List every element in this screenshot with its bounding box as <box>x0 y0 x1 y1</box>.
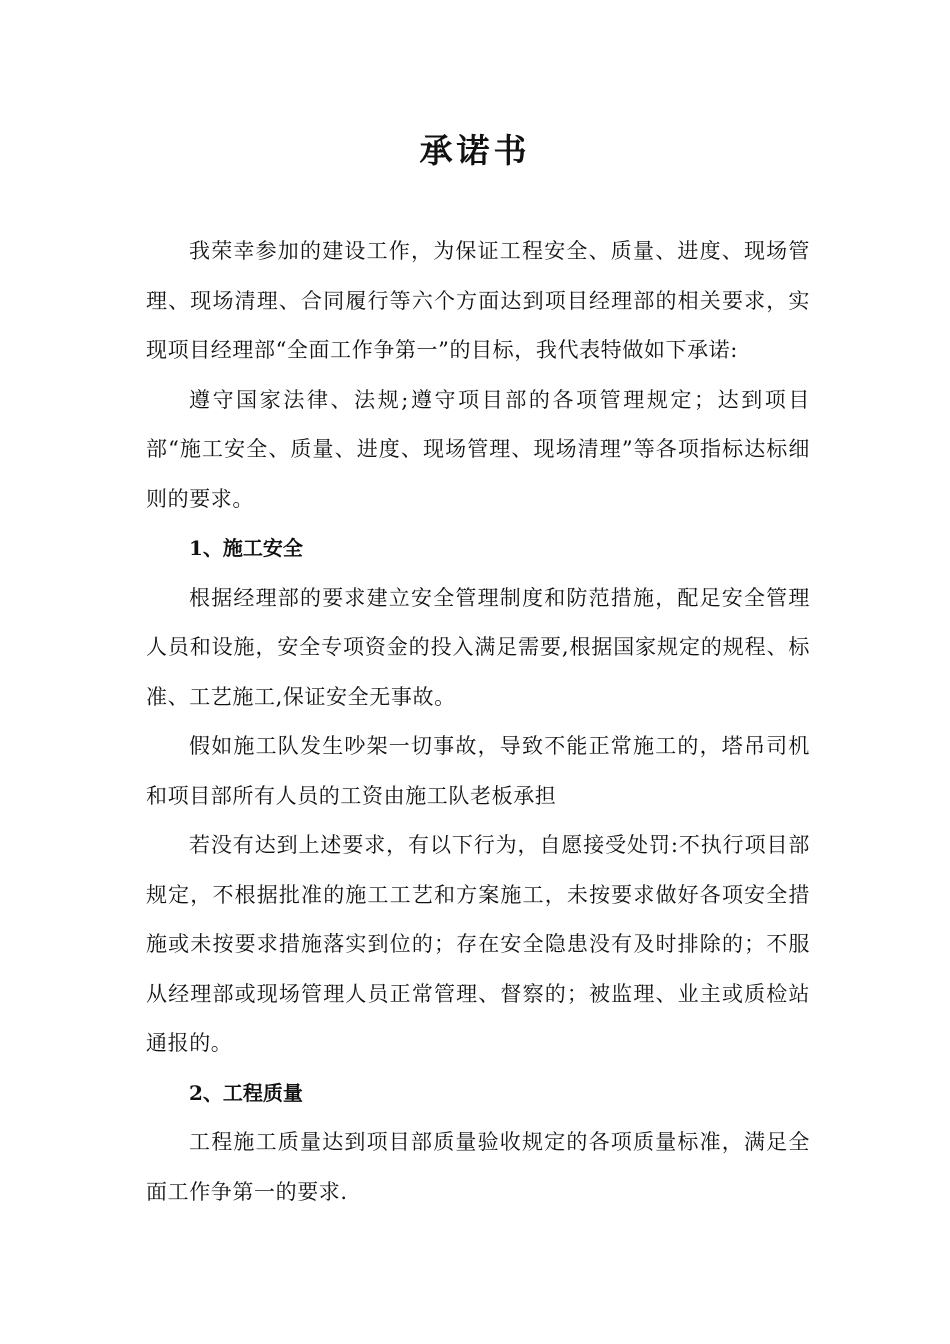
section-heading: 1、施工安全 <box>189 536 303 560</box>
section-heading: 2、工程质量 <box>189 1080 303 1105</box>
section-safety <box>146 524 810 1069</box>
section-paragraph: 根据经理部的要求建立安全管理制度和防范措施，配足安全管理人员和设施，安全专项资金的投入满足需要,根据国家规定的规程、标准、工艺施工,保证安全无事故。 <box>146 585 810 709</box>
intro-paragraph: 我荣幸参加的建设工作，为保证工程安全、质量、进度、现场管理、现场清理、合同履行等六个方面达到项目经理部的相关要求，实现项目经理部“全面工作争第一”的目标，我代表特做如下承诺: <box>146 239 810 362</box>
section-quality <box>146 1069 810 1218</box>
section-paragraph: 工程施工质量达到项目部质量验收规定的各项质量标准，满足全面工作争第一的要求. <box>146 1130 810 1204</box>
section-paragraph: 假如施工队发生吵架一切事故，导致不能正常施工的，塔吊司机和项目部所有人员的工资由施工队老板承担 <box>146 734 810 808</box>
document-body <box>146 227 810 1217</box>
document-title: 承诺书 <box>419 131 531 170</box>
section-paragraph: 若没有达到上述要求，有以下行为，自愿接受处罚:不执行项目部规定，不根据批准的施工工艺和方案施工，未按要求做好各项安全措施或未按要求措施落实到位的；存在安全隐患没有及时排除的；不服从经理部或现场管理人员正常管理、督察的；被监理、业主或质检站通报的。 <box>146 833 810 1055</box>
intro-paragraph: 遵守国家法律、法规;遵守项目部的各项管理规定；达到项目部“施工安全、质量、进度、现场管理、现场清理”等各项指标达标细则的要求。 <box>146 387 810 511</box>
